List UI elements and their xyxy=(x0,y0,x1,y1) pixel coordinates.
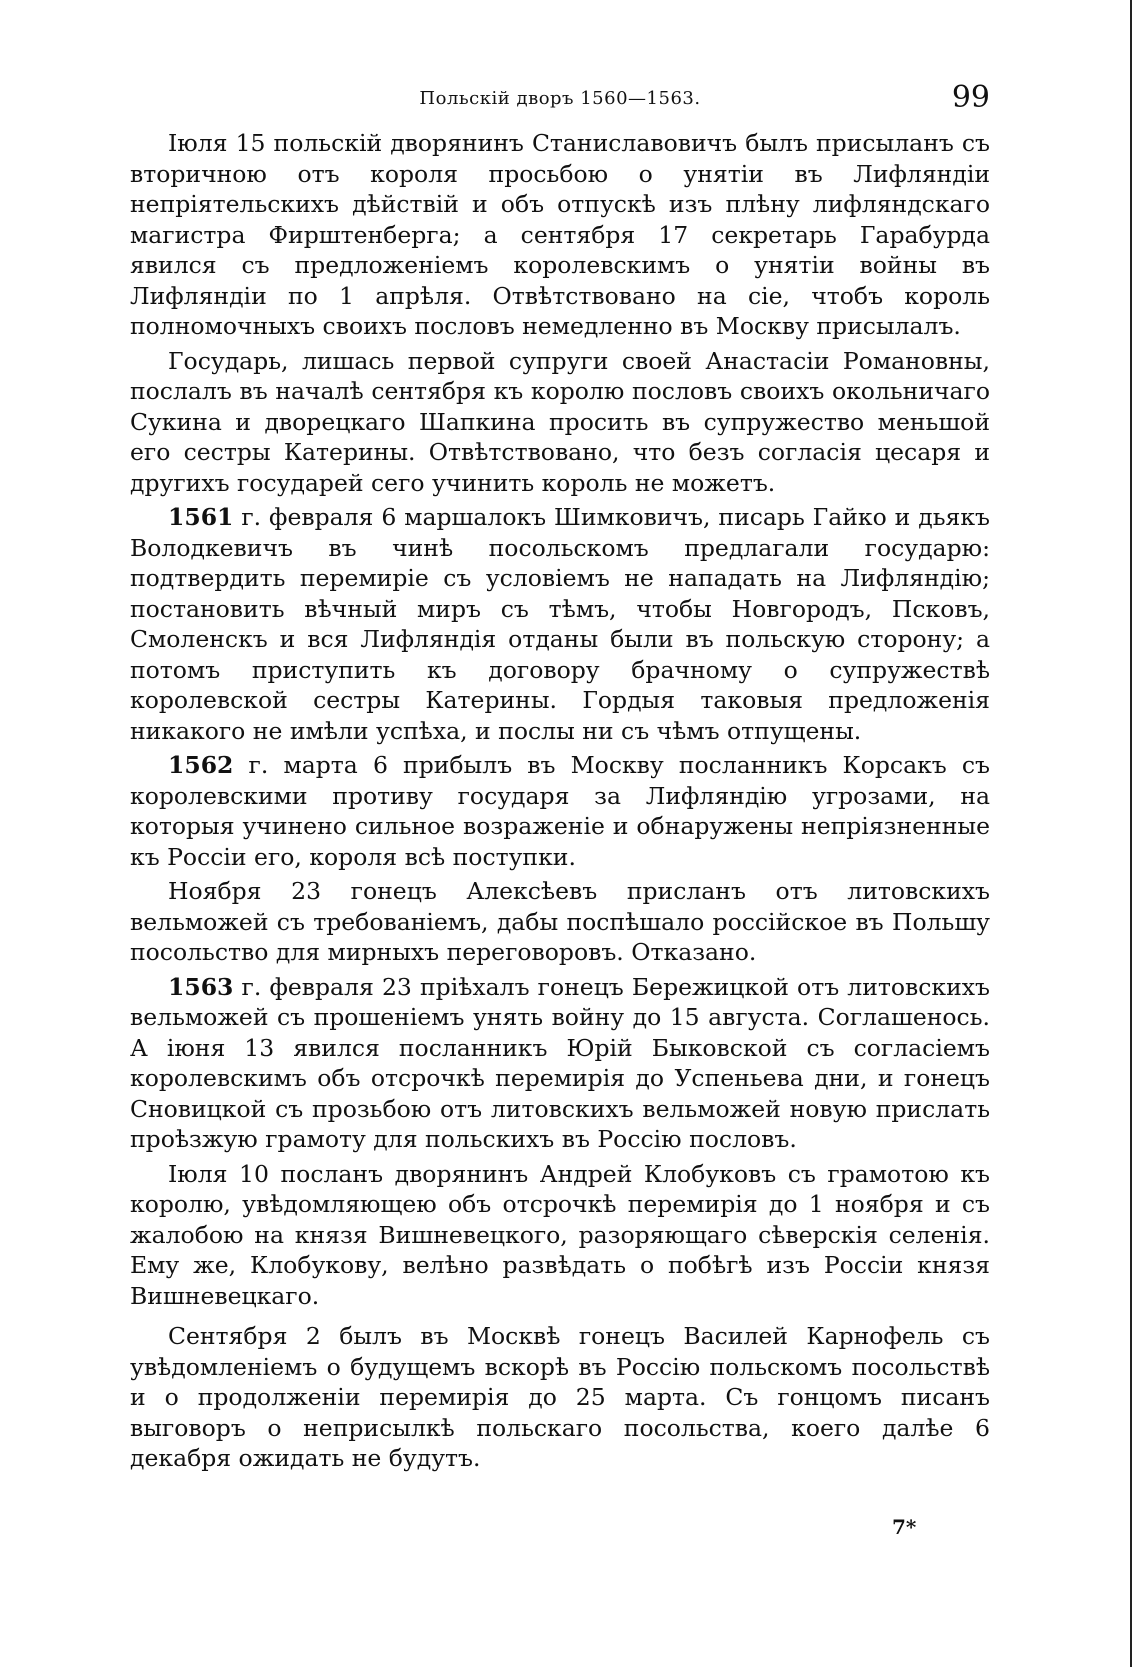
paragraph-text: Государь, лишась первой супруги своей Анастасіи Романовны, послалъ въ началѣ сентября къ королю пословъ своихъ окольничаго Сукина и дворецкаго Шапкина просить въ супружество меньшой его сестры Катерины. Отвѣтствовано, что безъ согласія цесаря и другихъ государей сего учинить король не можетъ. xyxy=(130,346,990,497)
paragraph-4 xyxy=(130,750,990,872)
page-header xyxy=(130,80,990,120)
paragraph-text: г. февраля 23 пріѣхалъ гонецъ Бережицкой отъ литовскихъ вельможей съ прошеніемъ унять войну до 15 августа. Соглашенось. А іюня 13 явился посланникъ Юрій Быковской съ согласіемъ королевскимъ объ отсрочкѣ перемирія до Успеньева дни, и гонецъ Сновицкой съ прозьбою отъ литовскихъ вельможей новую прислать проѣзжую грамоту для польскихъ въ Россію пословъ. xyxy=(130,972,990,1153)
paragraph-text: г. февраля 6 маршалокъ Шимковичъ, писарь Гайко и дьякъ Володкевичъ въ чинѣ посольскомъ предлагали государю: подтвердить перемиріе съ условіемъ не нападать на Лифляндію; постановить вѣчный миръ съ тѣмъ, чтобы Новгородъ, Псковъ, Смоленскъ и вся Лифляндія отданы были въ польскую сторону; а потомъ приступить къ договору брачному о супружествѣ королевской сестры Катерины. Гордыя таковыя предложенія никакого не имѣли успѣха, и послы ни съ чѣмъ отпущены. xyxy=(130,503,990,745)
paragraph-3 xyxy=(130,502,990,746)
paragraph-text: Іюля 10 посланъ дворянинъ Андрей Клобуковъ съ грамотою къ королю, увѣдомляющею объ отсрочкѣ перемирія до 1 ноября и съ жалобою на князя Вишневецкого, разоряющаго сѣверскія селенія. Ему же, Клобукову, велѣно развѣдать о побѣгѣ изъ Россіи князя Вишневецкаго. xyxy=(130,1159,990,1310)
paragraph-text: Сентября 2 былъ въ Москвѣ гонецъ Василей Карнофель съ увѣдомленіемъ о будущемъ вскорѣ въ Россію польскомъ посольствѣ и о продолженіи перемирія до 25 марта. Съ гонцомъ писанъ выговоръ о неприсылкѣ польскаго посольства, коего далѣе 6 декабря ожидать не будутъ. xyxy=(130,1322,990,1472)
running-head: Польскій дворъ 1560—1563. xyxy=(419,88,701,109)
paragraph-text: Ноября 23 гонецъ Алексѣевъ присланъ отъ литовскихъ вельможей съ требованіемъ, дабы поспѣшало россійское въ Польшу посольство для мирныхъ переговоровъ. Отказано. xyxy=(130,877,990,966)
year-lead: 1561 xyxy=(168,503,234,531)
paragraph-8 xyxy=(130,1321,990,1474)
year-lead: 1562 xyxy=(168,751,234,779)
paragraph-6 xyxy=(130,972,990,1155)
page-number: 99 xyxy=(951,80,990,115)
paragraph-text: Іюля 15 польскій дворянинъ Станиславовичъ былъ присыланъ съ вторичною отъ короля просьбою о унятіи въ Лифляндіи непріятельскихъ дѣйствій и объ отпускѣ изъ плѣну лифляндскаго магистра Фирштенберга; а сентября 17 секретарь Гарабурда явился съ предложеніемъ королевскимъ о унятіи войны въ Лифляндіи по 1 апрѣля. Отвѣтствовано на сіе, чтобъ король полномочныхъ своихъ пословъ немедленно въ Москву присылалъ. xyxy=(130,129,990,340)
paragraph-1 xyxy=(130,128,990,342)
signature-mark: 7* xyxy=(892,1515,917,1539)
paragraph-text: г. марта 6 прибылъ въ Москву посланникъ Корсакъ съ королевскими противу государя за Лифляндію угрозами, на которыя учинено сильное возраженіе и обнаружены непріязненные къ Россіи его, короля всѣ поступки. xyxy=(130,751,990,871)
year-lead: 1563 xyxy=(168,972,234,1001)
paragraph-2 xyxy=(130,346,990,499)
page-edge-line xyxy=(1130,0,1132,1667)
body-text xyxy=(130,128,990,1478)
paragraph-7 xyxy=(130,1159,990,1312)
paragraph-5 xyxy=(130,876,990,968)
